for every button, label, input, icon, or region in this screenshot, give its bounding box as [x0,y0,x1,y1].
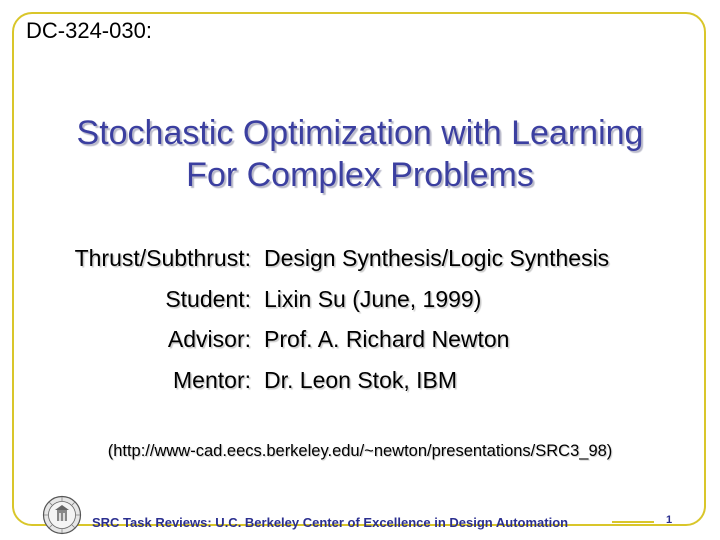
info-row-student [0,286,720,327]
info-block [0,245,720,407]
page-number: 1 [666,514,673,526]
info-label: Mentor: [173,366,251,393]
info-label: Thrust/Subthrust: [74,245,251,271]
slide-title [0,112,720,196]
info-value: Prof. A. Richard Newton [264,326,510,352]
footer-divider [612,521,654,523]
info-row-mentor [0,367,720,408]
title-line-1: Stochastic Optimization with Learning [76,114,644,152]
info-row-advisor [0,326,720,367]
info-label: Advisor: [167,326,251,352]
info-row-thrust [0,245,720,286]
info-value: Dr. Leon Stok, IBM [264,366,458,393]
footer-text: SRC Task Reviews: U.C. Berkeley Center of Excellence in Design Automation [92,515,569,530]
slide-code: DC-324-030: [26,18,152,43]
info-value: Design Synthesis/Logic Synthesis [264,245,610,271]
university-seal-icon [42,495,82,535]
info-value: Lixin Su (June, 1999) [264,285,482,312]
info-label: Student: [165,285,251,312]
presentation-url: (http://www-cad.eecs.berkeley.edu/~newton/presentations/SRC3_98) [107,442,613,460]
title-line-2: For Complex Problems [186,156,534,194]
